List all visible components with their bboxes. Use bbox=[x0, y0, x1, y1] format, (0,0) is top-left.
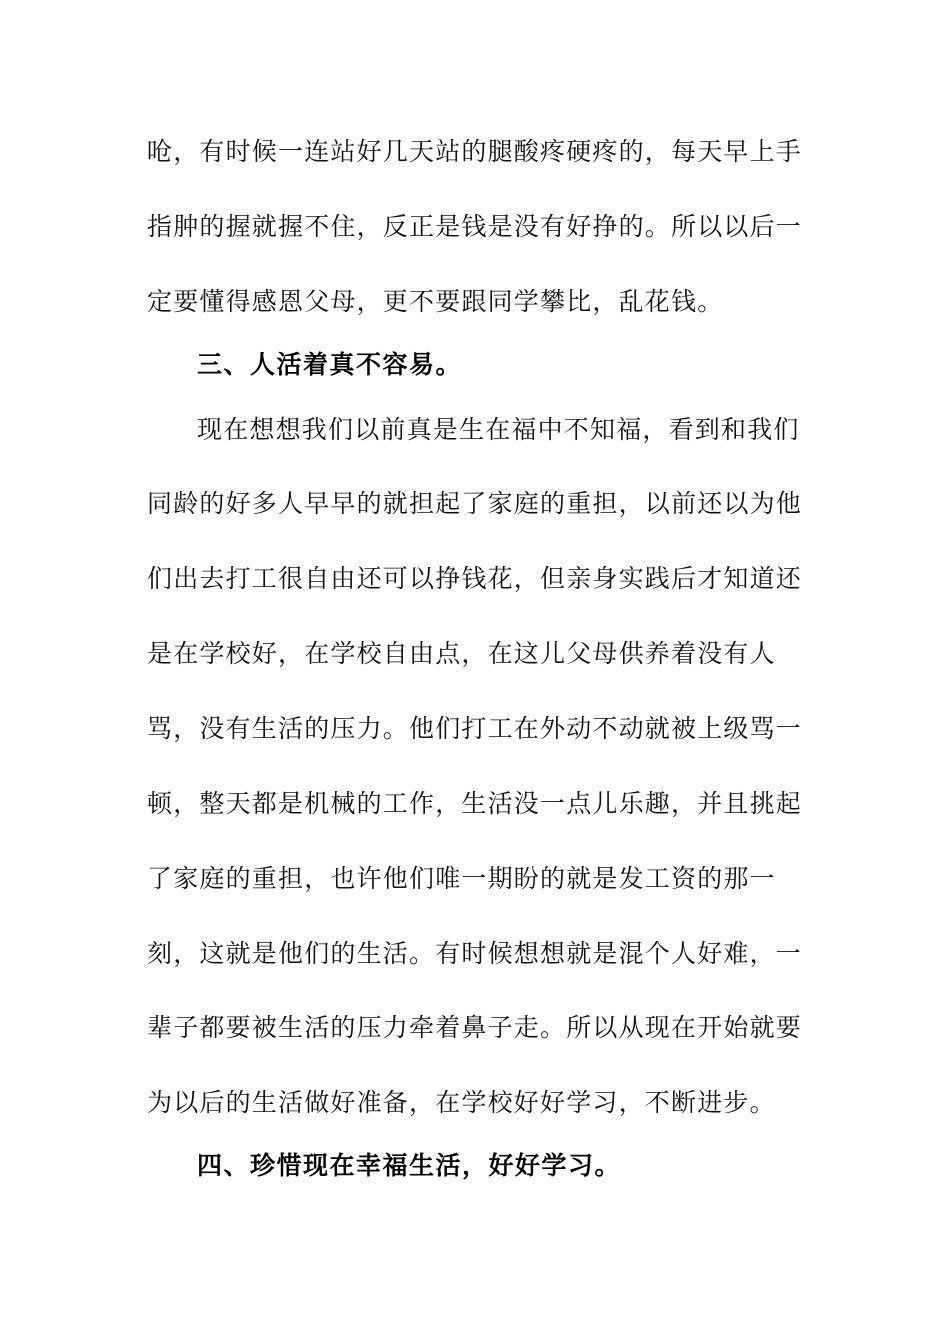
paragraph-line: 辈子都要被生活的压力牵着鼻子走。所以从现在开始就要 bbox=[147, 1013, 803, 1042]
paragraph-line: 们出去打工很自由还可以挣钱花，但亲身实践后才知道还 bbox=[147, 564, 803, 593]
paragraph-line: 刻，这就是他们的生活。有时候想想就是混个人好难，一 bbox=[147, 939, 803, 968]
paragraph-line: 呛，有时候一连站好几天站的腿酸疼硬疼的，每天早上手 bbox=[147, 137, 803, 166]
paragraph-line: 同龄的好多人早早的就担起了家庭的重担，以前还以为他 bbox=[147, 489, 803, 518]
paragraph-line: 指肿的握就握不住，反正是钱是没有好挣的。所以以后一 bbox=[147, 212, 803, 241]
paragraph-line: 为以后的生活做好准备，在学校好好学习，不断进步。 bbox=[147, 1088, 776, 1117]
section-heading-4: 四、珍惜现在幸福生活，好好学习。 bbox=[197, 1151, 622, 1180]
paragraph-line: 定要懂得感恩父母，更不要跟同学攀比，乱花钱。 bbox=[147, 287, 724, 316]
section-heading-3: 三、人活着真不容易。 bbox=[197, 350, 463, 379]
paragraph-line: 是在学校好，在学校自由点，在这儿父母供养着没有人 bbox=[147, 639, 776, 668]
paragraph-line: 现在想想我们以前真是生在福中不知福，看到和我们 bbox=[197, 415, 800, 444]
paragraph-line: 了家庭的重担，也许他们唯一期盼的就是发工资的那一 bbox=[147, 864, 776, 893]
paragraph-line: 顿，整天都是机械的工作，生活没一点儿乐趣，并且挑起 bbox=[147, 789, 803, 818]
paragraph-line: 骂，没有生活的压力。他们打工在外动不动就被上级骂一 bbox=[147, 714, 803, 743]
